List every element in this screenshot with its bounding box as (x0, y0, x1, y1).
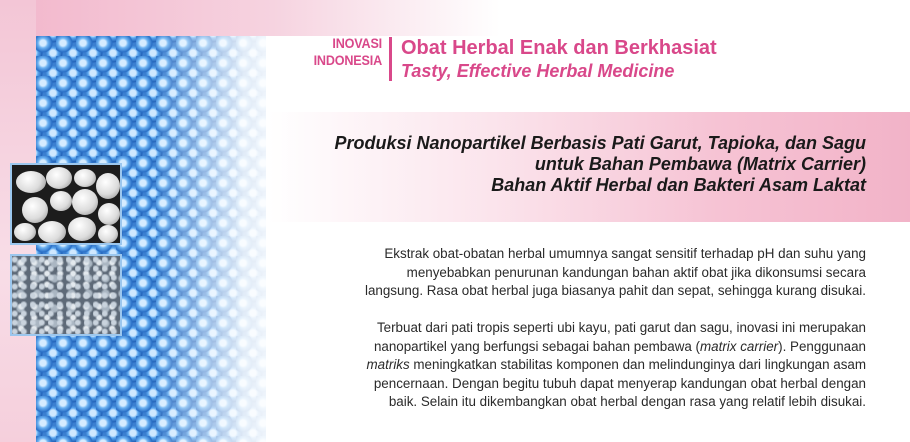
title-divider (389, 37, 392, 81)
starch-granules-micrograph (10, 163, 122, 245)
headline-line-1: Produksi Nanopartikel Berbasis Pati Garut, Tapioka, dan Sagu (334, 133, 866, 153)
paragraph-2-line-4: pencernaan. Dengan begitu tubuh dapat menyerap kandungan obat herbal dengan (373, 375, 866, 391)
paragraph-2-line-1: Terbuat dari pati tropis seperti ubi kayu, pati garut dan sagu, inovasi ini merupakan (376, 320, 866, 335)
paragraph-1-line-1: Ekstrak obat-obatan herbal umumnya sangat sensitif terhadap pH dan suhu yang (384, 246, 866, 261)
brand-line-1: INOVASI (332, 35, 382, 51)
page-subtitle: Tasty, Effective Herbal Medicine (401, 61, 675, 81)
matriks-term: matriks (366, 357, 410, 373)
brand-line-2: INDONESIA (313, 52, 382, 68)
line-3-text: meningkatkan stabilitas komponen dan melindunginya dari lingkungan asam (409, 357, 866, 373)
nanoparticle-micrograph (10, 254, 122, 336)
line-2-text-a: nanopartikel yang berfungsi sebagai bahan pembawa ( (373, 338, 701, 354)
headline-line-3: Bahan Aktif Herbal dan Bakteri Asam Laktat (491, 175, 866, 195)
paragraph-2-line-2 (266, 338, 866, 357)
article-headline (266, 133, 866, 196)
paragraph-1 (266, 245, 866, 301)
paragraph-2 (266, 319, 866, 412)
top-pink-band (0, 0, 910, 36)
line-2-text-b: ). Penggunaan (778, 338, 866, 354)
paragraph-2-line-3 (266, 356, 866, 375)
headline-line-2: untuk Bahan Pembawa (Matrix Carrier) (534, 154, 866, 174)
paragraph-1-line-2: menyebabkan penurunan kandungan bahan aktif obat jika dikonsumsi secara (406, 264, 866, 280)
page-title: Obat Herbal Enak dan Berkhasiat (401, 37, 717, 59)
matrix-carrier-term: matrix carrier (700, 338, 779, 354)
paragraph-1-line-3: langsung. Rasa obat herbal juga biasanya pahit dan sepat, sehingga kurang disukai. (364, 283, 866, 299)
brand-logo (308, 35, 382, 69)
paragraph-2-line-5: baik. Selain itu dikembangkan obat herbal dengan rasa yang relatif lebih disukai. (388, 394, 866, 410)
